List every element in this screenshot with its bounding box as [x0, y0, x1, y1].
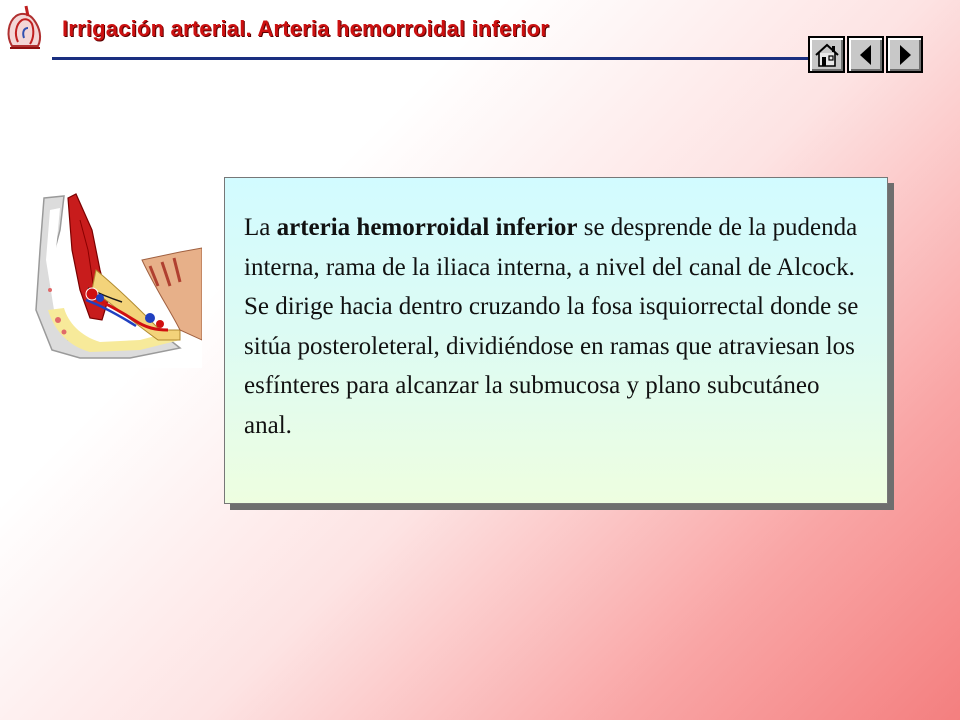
info-text-body: se desprende de la pudenda interna, rama de la iliaca interna, a nivel del canal de Alcock. Se dirige hacia dentro cruzando la fosa isquiorrectal donde se sitúa posteroleteral, dividiéndose en ramas que atraviesan los esfínteres para alcanzar la submucosa y plano subcutáneo anal. [244, 214, 859, 439]
home-button[interactable] [808, 36, 845, 73]
previous-button[interactable] [847, 36, 884, 73]
logo-icon [4, 2, 48, 52]
next-button[interactable] [886, 36, 923, 73]
info-text-intro: La [244, 214, 277, 241]
info-text-bold-term: arteria hemorroidal inferior [276, 214, 578, 241]
page-title: Irrigación arterial. Arteria hemorroidal inferior [62, 16, 550, 41]
info-text-box [224, 177, 888, 504]
title-underline [52, 57, 812, 60]
anatomy-illustration [30, 190, 202, 370]
home-icon [813, 42, 841, 68]
nav-bar [808, 36, 923, 73]
triangle-left-icon [857, 43, 875, 67]
triangle-right-icon [896, 43, 914, 67]
